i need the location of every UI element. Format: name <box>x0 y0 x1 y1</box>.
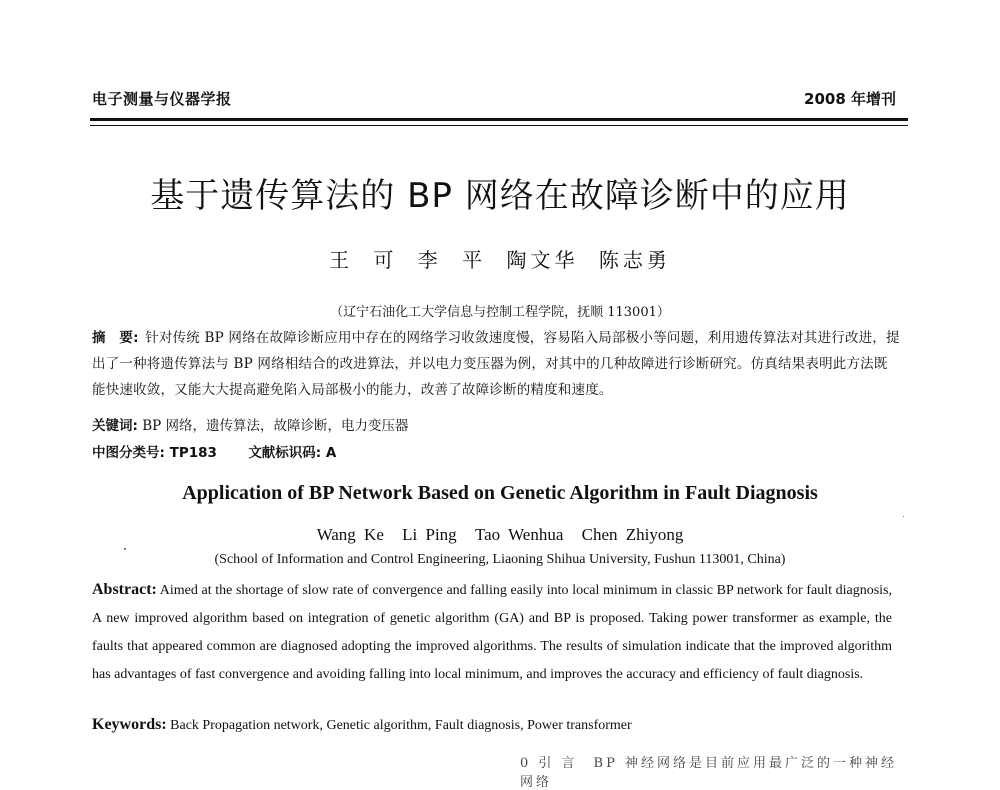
scan-speck <box>124 548 126 550</box>
keywords-cn-label: 关键词: <box>92 418 138 434</box>
keywords-en <box>92 716 632 734</box>
author-en: Tao Wenhua <box>474 525 564 544</box>
issue-label: 2008 年增刊 <box>804 90 896 108</box>
abstract-cn-label: 摘 要: <box>92 330 139 346</box>
author-en: Wang Ke <box>316 525 384 544</box>
doc-code-value: A <box>325 445 337 461</box>
doc-code-label: 文献标识码: <box>248 445 322 461</box>
keywords-cn <box>92 414 409 434</box>
next-section-partial: 0 引 言 BP 神经网络是目前应用最广泛的一种神经网络 <box>520 756 897 790</box>
header-rule-thin <box>90 125 908 126</box>
affiliation-cn: （辽宁石油化工大学信息与控制工程学院，抚顺 113001） <box>330 305 670 320</box>
affiliation-en: (School of Information and Control Engineering, Liaoning Shihua University, Fushun 113001, China) <box>214 552 786 567</box>
keywords-cn-text: BP 网络，遗传算法，故障诊断，电力变压器 <box>142 418 409 434</box>
authors-en <box>0 525 1000 545</box>
scan-speck <box>903 516 904 517</box>
abstract-en-label: Abstract: <box>92 581 157 598</box>
author-en: Li Ping <box>402 525 457 544</box>
paper-title-cn: 基于遗传算法的 BP 网络在故障诊断中的应用 <box>150 176 850 216</box>
keywords-en-text: Back Propagation network, Genetic algorithm, Fault diagnosis, Power transformer <box>170 718 632 733</box>
abstract-en-text: Aimed at the shortage of slow rate of convergence and falling easily into local minimum in classic BP network for fault diagnosis, A new improved algorithm based on integration of genetic algorithm (GA) and BP is proposed. Taking power transformer as example, the faults that appeared common are diagnosed adopting the improved algorithms. The results of simulation indicate that the improved algorithm has advantages of fast convergence and avoiding falling into local minimum, and improves the accuracy and efficiency of fault diagnosis. <box>92 583 893 682</box>
clc-value: TP183 <box>169 445 217 461</box>
paper-title-en: Application of BP Network Based on Genetic Algorithm in Fault Diagnosis <box>182 482 818 504</box>
abstract-en <box>92 576 892 689</box>
author-en: Chen Zhiyong <box>581 525 684 544</box>
classification-line <box>92 441 336 461</box>
clc-label: 中图分类号: <box>92 445 165 461</box>
journal-name: 电子测量与仪器学报 <box>92 90 232 108</box>
keywords-en-label: Keywords: <box>92 716 167 733</box>
abstract-cn <box>92 325 900 403</box>
header-rule-thick <box>90 118 908 121</box>
authors-cn: 王 可 李 平 陶文华 陈志勇 <box>329 248 671 272</box>
abstract-cn-text: 针对传统 BP 网络在故障诊断应用中存在的网络学习收敛速度慢，容易陷入局部极小等问题，利用遗传算法对其进行改进，提出了一种将遗传算法与 BP 网络相结合的改进算法，并以电力变压器为例，对其中的几种故障进行诊断研究。仿真结果表明此方法既能快速收敛，又能大大提高避免陷入局部极小的能力，改善了故障诊断的精度和速度。 <box>92 330 900 398</box>
